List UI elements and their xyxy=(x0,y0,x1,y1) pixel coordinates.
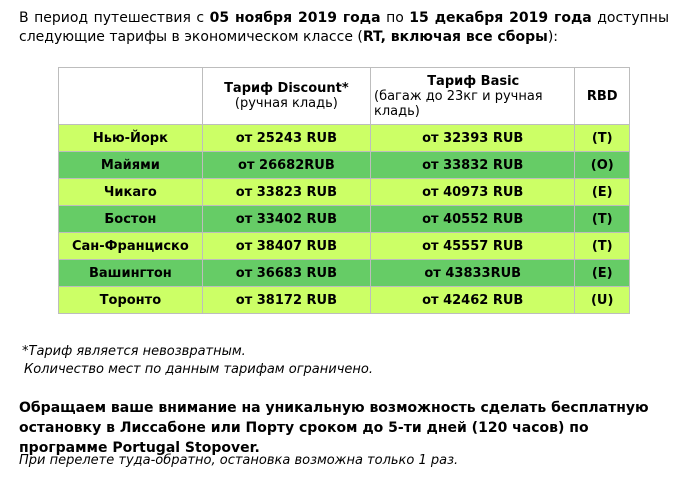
basic-fare-cell: от 43833RUB xyxy=(371,260,575,287)
header-basic xyxy=(371,68,575,125)
rbd-title: RBD xyxy=(586,88,618,104)
city-cell: Чикаго xyxy=(59,179,203,206)
intro-text-2: по xyxy=(380,10,410,26)
table-header-row xyxy=(59,68,630,125)
intro-text-1: В период путешествия с xyxy=(19,10,210,26)
intro-paragraph xyxy=(19,9,669,47)
table-row xyxy=(59,260,630,287)
basic-fare-cell: от 42462 RUB xyxy=(371,287,575,314)
rbd-cell: (T) xyxy=(575,206,630,233)
basic-subtitle: (багаж до 23кг и ручная кладь) xyxy=(374,88,543,119)
rbd-cell: (E) xyxy=(575,260,630,287)
roundtrip-note: При перелете туда-обратно, остановка возможна только 1 раз. xyxy=(19,453,459,468)
rt-label: RT, включая все сборы xyxy=(362,29,548,45)
limited-seats-note: Количество мест по данным тарифам ограничено. xyxy=(24,362,373,377)
header-empty-cell xyxy=(59,68,203,125)
discount-fare-cell: от 33823 RUB xyxy=(202,179,370,206)
city-cell: Нью-Йорк xyxy=(59,125,203,152)
basic-fare-cell: от 40973 RUB xyxy=(371,179,575,206)
stopover-paragraph: Обращаем ваше внимание на уникальную возможность сделать бесплатную остановку в Лиссабоне или Порту сроком до 5-ти дней (120 часов) по программе Portugal Stopover. xyxy=(19,400,649,456)
rbd-cell: (U) xyxy=(575,287,630,314)
rbd-cell: (O) xyxy=(575,152,630,179)
discount-fare-cell: от 26682RUB xyxy=(202,152,370,179)
header-rbd xyxy=(575,68,630,125)
basic-fare-cell: от 33832 RUB xyxy=(371,152,575,179)
city-cell: Вашингтон xyxy=(59,260,203,287)
table-row xyxy=(59,206,630,233)
table-row xyxy=(59,152,630,179)
table-row xyxy=(59,125,630,152)
rbd-cell: (T) xyxy=(575,233,630,260)
basic-title: Тариф Basic xyxy=(427,73,520,89)
header-discount xyxy=(202,68,370,125)
discount-fare-cell: от 38172 RUB xyxy=(202,287,370,314)
intro-text-3: доступны следующие тарифы в экономическом классе ( xyxy=(19,10,669,45)
discount-fare-cell: от 25243 RUB xyxy=(202,125,370,152)
fares-table xyxy=(58,67,630,314)
city-cell: Майями xyxy=(59,152,203,179)
city-cell: Торонто xyxy=(59,287,203,314)
basic-fare-cell: от 40552 RUB xyxy=(371,206,575,233)
table-row xyxy=(59,233,630,260)
city-cell: Бостон xyxy=(59,206,203,233)
date-to: 15 декабря 2019 года xyxy=(409,10,592,26)
rbd-cell: (E) xyxy=(575,179,630,206)
city-cell: Сан-Франциско xyxy=(59,233,203,260)
table-row xyxy=(59,287,630,314)
discount-fare-cell: от 33402 RUB xyxy=(202,206,370,233)
discount-title: Тариф Discount* xyxy=(224,81,349,96)
intro-text-4: ): xyxy=(547,29,558,45)
table-row xyxy=(59,179,630,206)
rbd-cell: (T) xyxy=(575,125,630,152)
discount-fare-cell: от 38407 RUB xyxy=(202,233,370,260)
basic-fare-cell: от 32393 RUB xyxy=(371,125,575,152)
nonrefundable-note: *Тариф является невозвратным. xyxy=(22,344,246,359)
discount-fare-cell: от 36683 RUB xyxy=(202,260,370,287)
date-from: 05 ноября 2019 года xyxy=(209,10,381,26)
discount-subtitle: (ручная кладь) xyxy=(234,96,338,111)
basic-fare-cell: от 45557 RUB xyxy=(371,233,575,260)
